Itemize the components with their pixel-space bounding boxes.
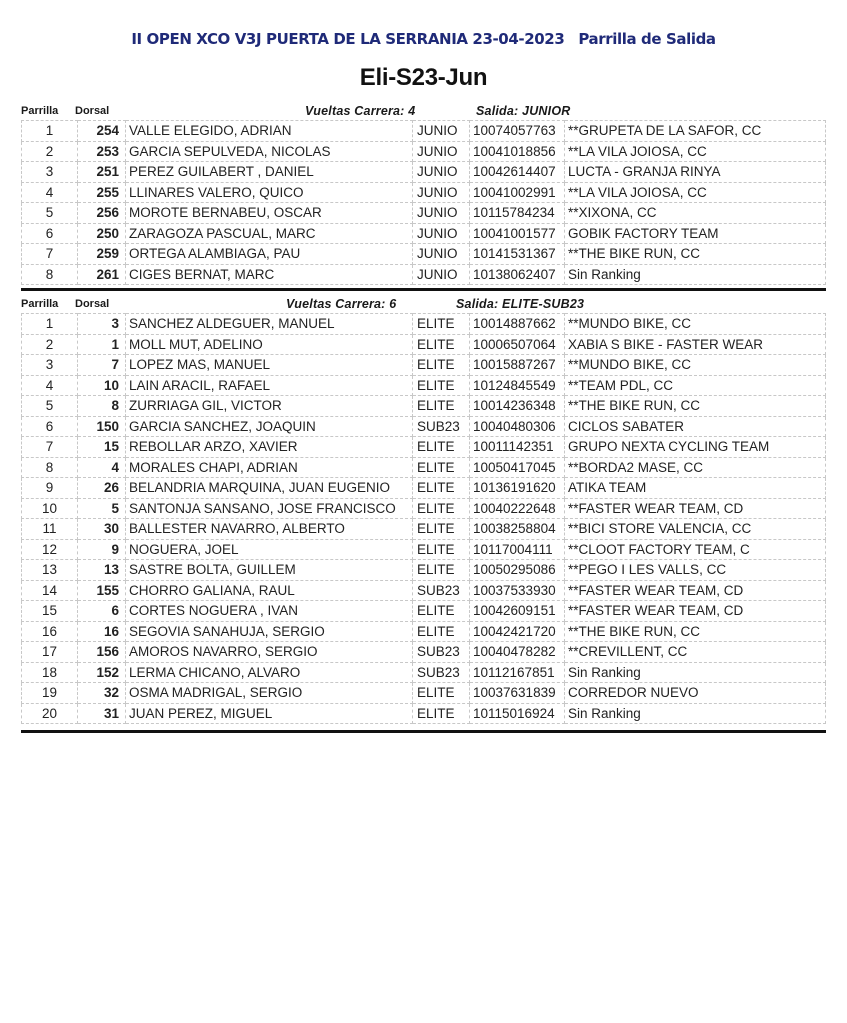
grid-position: 4 [22, 375, 78, 396]
uci-id: 10041001577 [470, 223, 565, 244]
uci-id: 10112167851 [470, 662, 565, 683]
table-row [22, 601, 826, 622]
table-row [22, 703, 826, 724]
table-row [22, 375, 826, 396]
team-name: **FASTER WEAR TEAM, CD [565, 580, 826, 601]
grid-position: 10 [22, 498, 78, 519]
bib-number: 5 [78, 498, 126, 519]
rider-name: LOPEZ MAS, MANUEL [126, 355, 413, 376]
section-header [21, 100, 826, 120]
bib-number: 150 [78, 416, 126, 437]
category-title: Eli-S23-Jun [359, 64, 488, 91]
team-name: Sin Ranking [565, 703, 826, 724]
team-name: **MUNDO BIKE, CC [565, 355, 826, 376]
start-grid-rows [22, 121, 826, 285]
rider-name: BALLESTER NAVARRO, ALBERTO [126, 519, 413, 540]
rider-category: SUB23 [413, 662, 470, 683]
section-divider [21, 730, 826, 733]
grid-position: 5 [22, 203, 78, 224]
rider-name: SEGOVIA SANAHUJA, SERGIO [126, 621, 413, 642]
rider-name: CIGES BERNAT, MARC [126, 264, 413, 285]
bib-number: 1 [78, 334, 126, 355]
bib-number: 4 [78, 457, 126, 478]
rider-category: JUNIO [413, 264, 470, 285]
bib-number: 26 [78, 478, 126, 499]
table-row [22, 621, 826, 642]
rider-name: SANTONJA SANSANO, JOSE FRANCISCO [126, 498, 413, 519]
grid-position: 3 [22, 355, 78, 376]
bib-number: 253 [78, 141, 126, 162]
bib-number: 16 [78, 621, 126, 642]
column-header-parrilla: Parrilla [21, 105, 59, 117]
uci-id: 10050417045 [470, 457, 565, 478]
team-name: ATIKA TEAM [565, 478, 826, 499]
rider-name: AMOROS NAVARRO, SERGIO [126, 642, 413, 663]
uci-id: 10124845549 [470, 375, 565, 396]
start-grid-rows [22, 314, 826, 724]
team-name: CICLOS SABATER [565, 416, 826, 437]
table-row [22, 478, 826, 499]
bib-number: 251 [78, 162, 126, 183]
bib-number: 261 [78, 264, 126, 285]
grid-position: 11 [22, 519, 78, 540]
uci-id: 10040222648 [470, 498, 565, 519]
team-name: **THE BIKE RUN, CC [565, 244, 826, 265]
rider-name: MOROTE BERNABEU, OSCAR [126, 203, 413, 224]
team-name: **LA VILA JOIOSA, CC [565, 141, 826, 162]
grid-position: 2 [22, 141, 78, 162]
rider-name: VALLE ELEGIDO, ADRIAN [126, 121, 413, 142]
uci-id: 10006507064 [470, 334, 565, 355]
rider-category: ELITE [413, 437, 470, 458]
table-row [22, 519, 826, 540]
uci-id: 10014887662 [470, 314, 565, 335]
rider-name: SANCHEZ ALDEGUER, MANUEL [126, 314, 413, 335]
team-name: **GRUPETA DE LA SAFOR, CC [565, 121, 826, 142]
uci-id: 10136191620 [470, 478, 565, 499]
team-name: **FASTER WEAR TEAM, CD [565, 601, 826, 622]
rider-category: SUB23 [413, 642, 470, 663]
bib-number: 156 [78, 642, 126, 663]
rider-category: ELITE [413, 498, 470, 519]
team-name: **BORDA2 MASE, CC [565, 457, 826, 478]
rider-category: JUNIO [413, 121, 470, 142]
bib-number: 10 [78, 375, 126, 396]
rider-category: ELITE [413, 560, 470, 581]
grid-position: 19 [22, 683, 78, 704]
bib-number: 152 [78, 662, 126, 683]
grid-position: 7 [22, 244, 78, 265]
uci-id: 10011142351 [470, 437, 565, 458]
rider-name: ORTEGA ALAMBIAGA, PAU [126, 244, 413, 265]
grid-position: 14 [22, 580, 78, 601]
bib-number: 255 [78, 182, 126, 203]
rider-category: JUNIO [413, 162, 470, 183]
team-name: **TEAM PDL, CC [565, 375, 826, 396]
uci-id: 10042421720 [470, 621, 565, 642]
table-row [22, 162, 826, 183]
grid-position: 9 [22, 478, 78, 499]
rider-name: ZURRIAGA GIL, VICTOR [126, 396, 413, 417]
column-header-dorsal: Dorsal [75, 298, 110, 310]
table-row [22, 580, 826, 601]
rider-name: MOLL MUT, ADELINO [126, 334, 413, 355]
column-header-dorsal: Dorsal [75, 105, 110, 117]
rider-category: ELITE [413, 314, 470, 335]
rider-category: ELITE [413, 375, 470, 396]
laps-label: Vueltas Carrera: 6 [286, 297, 397, 311]
bib-number: 3 [78, 314, 126, 335]
bib-number: 256 [78, 203, 126, 224]
column-header-parrilla: Parrilla [21, 298, 59, 310]
rider-category: SUB23 [413, 416, 470, 437]
table-row [22, 539, 826, 560]
table-row [22, 662, 826, 683]
table-row [22, 244, 826, 265]
bib-number: 254 [78, 121, 126, 142]
bib-number: 6 [78, 601, 126, 622]
rider-name: CHORRO GALIANA, RAUL [126, 580, 413, 601]
uci-id: 10115784234 [470, 203, 565, 224]
event-title-suffix: Parrilla de Salida [578, 30, 716, 48]
rider-category: ELITE [413, 478, 470, 499]
team-name: GRUPO NEXTA CYCLING TEAM [565, 437, 826, 458]
grid-position: 15 [22, 601, 78, 622]
bib-number: 15 [78, 437, 126, 458]
bib-number: 9 [78, 539, 126, 560]
team-name: Sin Ranking [565, 264, 826, 285]
rider-name: LLINARES VALERO, QUICO [126, 182, 413, 203]
grid-position: 8 [22, 264, 78, 285]
grid-position: 6 [22, 416, 78, 437]
rider-name: GARCIA SANCHEZ, JOAQUIN [126, 416, 413, 437]
rider-category: JUNIO [413, 182, 470, 203]
team-name: **FASTER WEAR TEAM, CD [565, 498, 826, 519]
bib-number: 250 [78, 223, 126, 244]
grid-position: 3 [22, 162, 78, 183]
uci-id: 10041002991 [470, 182, 565, 203]
rider-category: ELITE [413, 703, 470, 724]
rider-category: ELITE [413, 539, 470, 560]
bib-number: 259 [78, 244, 126, 265]
grid-position: 7 [22, 437, 78, 458]
bib-number: 32 [78, 683, 126, 704]
team-name: **MUNDO BIKE, CC [565, 314, 826, 335]
rider-name: PEREZ GUILABERT , DANIEL [126, 162, 413, 183]
team-name: GOBIK FACTORY TEAM [565, 223, 826, 244]
uci-id: 10042614407 [470, 162, 565, 183]
laps-label: Vueltas Carrera: 4 [305, 104, 416, 118]
rider-category: SUB23 [413, 580, 470, 601]
uci-id: 10040478282 [470, 642, 565, 663]
rider-name: SASTRE BOLTA, GUILLEM [126, 560, 413, 581]
grid-position: 16 [22, 621, 78, 642]
uci-id: 10015887267 [470, 355, 565, 376]
rider-category: ELITE [413, 457, 470, 478]
team-name: Sin Ranking [565, 662, 826, 683]
table-row [22, 642, 826, 663]
team-name: **XIXONA, CC [565, 203, 826, 224]
table-row [22, 334, 826, 355]
uci-id: 10115016924 [470, 703, 565, 724]
rider-category: ELITE [413, 396, 470, 417]
rider-category: ELITE [413, 621, 470, 642]
team-name: **PEGO I LES VALLS, CC [565, 560, 826, 581]
section-elite-sub23 [21, 293, 826, 724]
rider-name: BELANDRIA MARQUINA, JUAN EUGENIO [126, 478, 413, 499]
grid-position: 4 [22, 182, 78, 203]
rider-category: ELITE [413, 334, 470, 355]
bib-number: 155 [78, 580, 126, 601]
team-name: LUCTA - GRANJA RINYA [565, 162, 826, 183]
start-grid-table [21, 313, 826, 724]
rider-category: ELITE [413, 355, 470, 376]
grid-position: 13 [22, 560, 78, 581]
start-grid-table [21, 120, 826, 285]
table-row [22, 223, 826, 244]
table-row [22, 683, 826, 704]
team-name: **BICI STORE VALENCIA, CC [565, 519, 826, 540]
grid-position: 8 [22, 457, 78, 478]
uci-id: 10141531367 [470, 244, 565, 265]
rider-category: JUNIO [413, 244, 470, 265]
grid-position: 12 [22, 539, 78, 560]
grid-position: 6 [22, 223, 78, 244]
table-row [22, 264, 826, 285]
team-name: XABIA S BIKE - FASTER WEAR [565, 334, 826, 355]
rider-category: JUNIO [413, 223, 470, 244]
uci-id: 10038258804 [470, 519, 565, 540]
bib-number: 31 [78, 703, 126, 724]
bib-number: 7 [78, 355, 126, 376]
uci-id: 10138062407 [470, 264, 565, 285]
table-row [22, 121, 826, 142]
table-row [22, 560, 826, 581]
table-row [22, 141, 826, 162]
rider-name: MORALES CHAPI, ADRIAN [126, 457, 413, 478]
event-title-main: II OPEN XCO V3J PUERTA DE LA SERRANIA 23-04-2023 [131, 30, 565, 48]
table-row [22, 314, 826, 335]
rider-name: ZARAGOZA PASCUAL, MARC [126, 223, 413, 244]
rider-category: JUNIO [413, 203, 470, 224]
table-row [22, 182, 826, 203]
rider-name: LERMA CHICANO, ALVARO [126, 662, 413, 683]
bib-number: 30 [78, 519, 126, 540]
grid-position: 17 [22, 642, 78, 663]
section-divider [21, 288, 826, 291]
team-name: **CLOOT FACTORY TEAM, C [565, 539, 826, 560]
start-label: Salida: JUNIOR [476, 104, 571, 118]
table-row [22, 437, 826, 458]
uci-id: 10041018856 [470, 141, 565, 162]
rider-category: ELITE [413, 519, 470, 540]
rider-category: ELITE [413, 683, 470, 704]
grid-position: 20 [22, 703, 78, 724]
rider-category: JUNIO [413, 141, 470, 162]
uci-id: 10037533930 [470, 580, 565, 601]
rider-name: JUAN PEREZ, MIGUEL [126, 703, 413, 724]
team-name: **CREVILLENT, CC [565, 642, 826, 663]
uci-id: 10037631839 [470, 683, 565, 704]
team-name: **THE BIKE RUN, CC [565, 396, 826, 417]
start-label: Salida: ELITE-SUB23 [456, 297, 585, 311]
rider-name: OSMA MADRIGAL, SERGIO [126, 683, 413, 704]
grid-position: 2 [22, 334, 78, 355]
grid-position: 5 [22, 396, 78, 417]
uci-id: 10014236348 [470, 396, 565, 417]
grid-position: 18 [22, 662, 78, 683]
table-row [22, 355, 826, 376]
team-name: **THE BIKE RUN, CC [565, 621, 826, 642]
bib-number: 13 [78, 560, 126, 581]
rider-name: GARCIA SEPULVEDA, NICOLAS [126, 141, 413, 162]
uci-id: 10050295086 [470, 560, 565, 581]
uci-id: 10074057763 [470, 121, 565, 142]
section-junior [21, 100, 826, 285]
rider-name: CORTES NOGUERA , IVAN [126, 601, 413, 622]
table-row [22, 457, 826, 478]
table-row [22, 416, 826, 437]
bib-number: 8 [78, 396, 126, 417]
team-name: CORREDOR NUEVO [565, 683, 826, 704]
rider-name: NOGUERA, JOEL [126, 539, 413, 560]
section-header [21, 293, 826, 313]
event-title [0, 30, 847, 48]
uci-id: 10040480306 [470, 416, 565, 437]
rider-category: ELITE [413, 601, 470, 622]
grid-position: 1 [22, 121, 78, 142]
grid-position: 1 [22, 314, 78, 335]
table-row [22, 498, 826, 519]
rider-name: REBOLLAR ARZO, XAVIER [126, 437, 413, 458]
table-row [22, 203, 826, 224]
uci-id: 10117004111 [470, 539, 565, 560]
table-row [22, 396, 826, 417]
team-name: **LA VILA JOIOSA, CC [565, 182, 826, 203]
uci-id: 10042609151 [470, 601, 565, 622]
rider-name: LAIN ARACIL, RAFAEL [126, 375, 413, 396]
